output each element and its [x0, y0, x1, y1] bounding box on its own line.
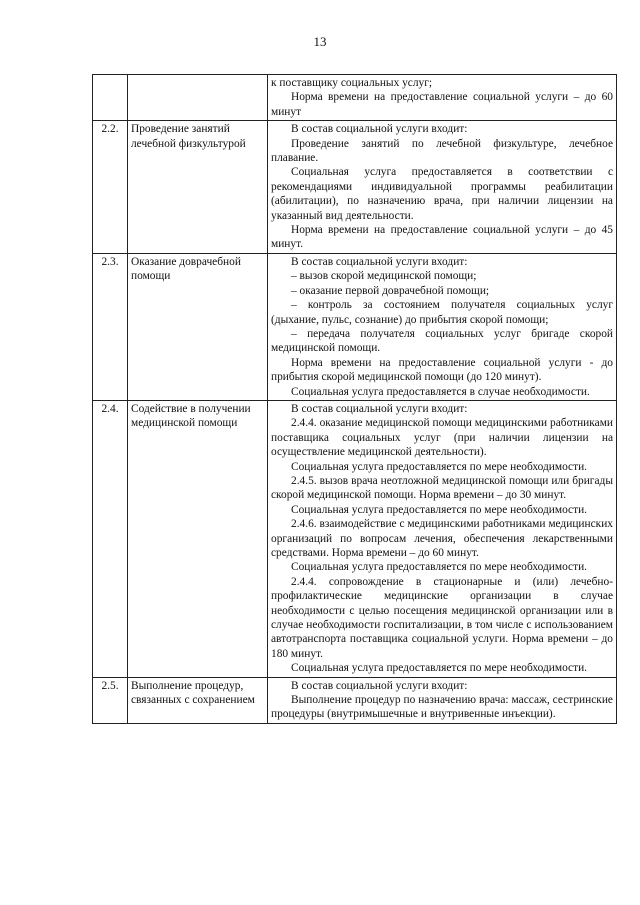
description-paragraph: Социальная услуга предоставляется в случае необходимости.: [291, 385, 590, 398]
table-row: [93, 75, 617, 121]
service-description: [268, 400, 617, 677]
service-description: [268, 677, 617, 723]
description-paragraph: – передача получателя социальных услуг бригаде скорой медицинской помощи.: [271, 327, 613, 355]
row-number: 2.5.: [93, 677, 128, 723]
description-paragraph: 2.4.6. взаимодействие с медицинскими работниками медицинских организаций по вопросам лечения, обеспечения лекарственными средствами. Норма времени – до 60 минут.: [271, 518, 613, 559]
description-paragraph: 2.4.5. вызов врача неотложной медицинской помощи или бригады скорой медицинской помощи. Норма времени – до 30 минут.: [271, 474, 613, 502]
service-title: Проведение занятий лечебной физкультурой: [128, 121, 268, 254]
description-paragraph: В состав социальной услуги входит:: [291, 679, 468, 692]
description-paragraph: Норма времени на предоставление социальной услуги - до прибытия скорой медицинской помощи (до 120 минут).: [271, 356, 613, 384]
description-paragraph: Проведение занятий по лечебной физкультуре, лечебное плавание.: [271, 137, 613, 165]
service-description: [268, 75, 617, 121]
service-description: [268, 121, 617, 254]
description-paragraph: Норма времени на предоставление социальной услуги – до 45 минут.: [271, 224, 613, 251]
description-paragraph: к поставщику социальных услуг;: [271, 77, 433, 89]
description-paragraph: – оказание первой доврачебной помощи;: [291, 284, 490, 297]
service-description: [268, 253, 617, 400]
description-paragraph: Социальная услуга предоставляется по мере необходимости.: [291, 503, 588, 516]
description-paragraph: Социальная услуга предоставляется в соответствии с рекомендациями индивидуальной программы реабилитации (абилитации), по назначению врача, при наличии лицензии на указанный вид деятельности.: [271, 166, 613, 222]
service-title: Оказание доврачебной помощи: [128, 253, 268, 400]
description-paragraph: – вызов скорой медицинской помощи;: [291, 270, 477, 283]
services-table-body: [93, 75, 617, 724]
table-row: [93, 677, 617, 723]
row-number: 2.4.: [93, 400, 128, 677]
description-paragraph: Социальная услуга предоставляется по мере необходимости.: [291, 662, 588, 675]
service-title: [128, 75, 268, 121]
table-row: [93, 121, 617, 254]
description-paragraph: 2.4.4. сопровождение в стационарные и (или) лечебно-профилактические медицинские организации в случае необходимости с целью посещения медицинской организации или в случае необходимости госпитализации, в том числе с использованием автотранспорта поставщика социальной услуги. Норма времени – до 180 минут.: [271, 575, 613, 660]
row-number: [93, 75, 128, 121]
service-title: Содействие в получении медицинской помощи: [128, 400, 268, 677]
row-number: 2.2.: [93, 121, 128, 254]
row-number: 2.3.: [93, 253, 128, 400]
page-number: 13: [313, 34, 327, 49]
table-row: [93, 400, 617, 677]
description-paragraph: – контроль за состоянием получателя социальных услуг (дыхание, пульс, сознание) до прибытия скорой помощи;: [271, 299, 613, 326]
description-paragraph: В состав социальной услуги входит:: [291, 255, 468, 268]
description-paragraph: Социальная услуга предоставляется по мере необходимости.: [291, 460, 588, 473]
description-paragraph: В состав социальной услуги входит:: [291, 123, 468, 136]
description-paragraph: 2.4.4. оказание медицинской помощи медицинскими работниками поставщика социальных услуг (при наличии лицензии на осуществление медицинской деятельности).: [271, 417, 613, 459]
services-table: [92, 74, 617, 724]
table-row: [93, 253, 617, 400]
service-title: Выполнение процедур, связанных с сохранением: [128, 677, 268, 723]
description-paragraph: Социальная услуга предоставляется по мере необходимости.: [291, 561, 588, 574]
description-paragraph: В состав социальной услуги входит:: [291, 402, 468, 415]
description-paragraph: Норма времени на предоставление социальной услуги – до 60 минут: [271, 91, 613, 118]
description-paragraph: Выполнение процедур по назначению врача: массаж, сестринские процедуры (внутримышечные и внутривенные инъекции).: [271, 694, 613, 721]
